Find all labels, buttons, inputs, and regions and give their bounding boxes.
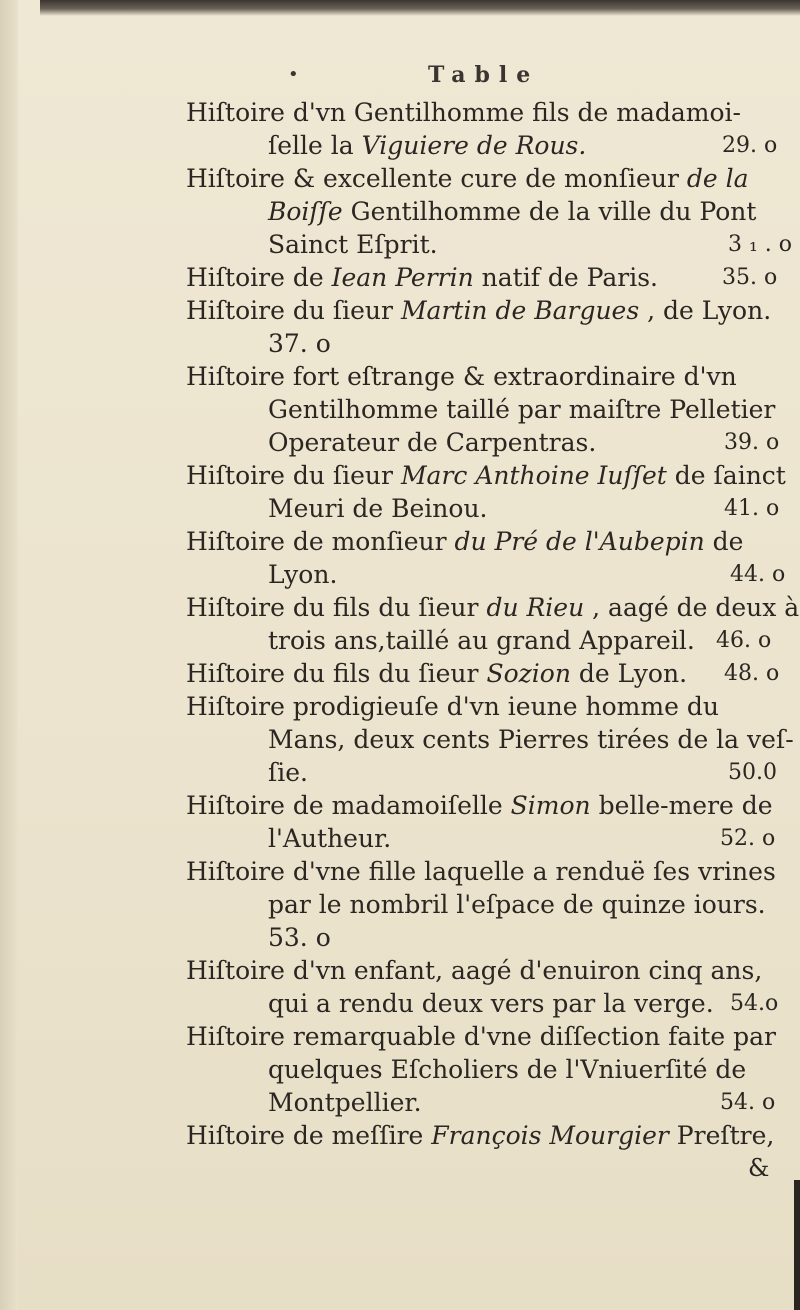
toc-entry-title	[0, 162, 800, 195]
header-bullet: •	[288, 64, 299, 85]
toc-entry	[0, 1119, 800, 1152]
toc-italic-name: du Pré de l'Aubepin	[454, 527, 705, 556]
toc-entry-continuation	[0, 195, 800, 228]
toc-entry	[0, 690, 800, 789]
toc-text: Hiſtoire de madamoiſelle	[186, 791, 511, 820]
toc-page-number: 52. o	[720, 826, 776, 851]
toc-italic-name: Viguiere de Rous.	[361, 131, 587, 160]
toc-text: Hiſtoire de meſſire	[186, 1121, 432, 1150]
toc-entry-continuation	[0, 327, 800, 360]
toc-entry-continuation	[0, 492, 800, 525]
toc-page-number: 3 ₁ . o	[728, 232, 793, 257]
toc-entry-title	[0, 789, 800, 822]
toc-entry-continuation	[0, 1053, 800, 1086]
toc-entry	[0, 657, 800, 690]
toc-entry-title	[0, 855, 800, 888]
toc-entry-continuation	[0, 426, 800, 459]
toc-text: de ſainct	[666, 461, 786, 490]
toc-page-number: 29. o	[722, 133, 778, 158]
toc-text: Hiſtoire d'vn enfant, aagé d'enuiron cinq ans,	[186, 956, 763, 985]
toc-entry-continuation	[0, 558, 800, 591]
toc-text: Gentilhomme taillé par maiſtre Pelletier	[268, 395, 776, 424]
toc-entry-continuation	[0, 1086, 800, 1119]
toc-text: Hiſtoire prodigieuſe d'vn ieune homme du	[186, 692, 719, 721]
toc-entry	[0, 591, 800, 657]
toc-text: Sainct Eſprit.	[268, 230, 438, 259]
toc-text: Hiſtoire du fils du ſieur	[186, 593, 487, 622]
toc-text: Hiſtoire de monſieur	[186, 527, 455, 556]
toc-text: ſie.	[268, 758, 308, 787]
toc-entry	[0, 360, 800, 459]
toc-text: Montpellier.	[268, 1088, 422, 1117]
toc-entry	[0, 162, 800, 261]
toc-italic-name: Marc Anthoine Iuſſet	[400, 461, 667, 490]
toc-text: Hiſtoire remarquable d'vne diſſection faite par	[186, 1022, 776, 1051]
toc-entry	[0, 261, 800, 294]
toc-page-number: 41. o	[724, 496, 780, 521]
toc-entry-continuation	[0, 228, 800, 261]
toc-text: Hiſtoire d'vn Gentilhomme fils de madamoi-	[186, 98, 742, 127]
catchword-row	[0, 1152, 800, 1185]
toc-italic-name: François Mourgier	[431, 1121, 669, 1150]
toc-text: Operateur de Carpentras.	[268, 428, 597, 457]
toc-text: Meuri de Beinou.	[268, 494, 488, 523]
toc-page-number: 35. o	[722, 265, 778, 290]
toc-entry	[0, 525, 800, 591]
toc-text: de Lyon.	[570, 659, 688, 688]
toc-text: Hiſtoire du ſieur	[186, 461, 401, 490]
toc-text: Hiſtoire & excellente cure de monſieur	[186, 164, 687, 193]
toc-entry-title	[0, 657, 800, 690]
toc-entry-continuation	[0, 129, 800, 162]
toc-entry	[0, 294, 800, 360]
toc-entry-continuation	[0, 921, 800, 954]
toc-text: Hiſtoire de	[186, 263, 332, 292]
toc-entry-title	[0, 1020, 800, 1053]
toc-page-number: 44. o	[730, 562, 786, 587]
toc-text: Hiſtoire d'vne fille laquelle a renduë ſes vrines	[186, 857, 776, 886]
toc-entry-title	[0, 261, 800, 294]
table-of-contents	[0, 96, 800, 1185]
toc-entry-continuation	[0, 624, 800, 657]
toc-text: qui a rendu deux vers par la verge.	[268, 989, 714, 1018]
toc-text: Mans, deux cents Pierres tirées de la veſ-	[268, 725, 794, 754]
toc-entry-title	[0, 360, 800, 393]
toc-text: quelques Eſcholiers de l'Vniuerſité de	[268, 1055, 747, 1084]
toc-italic-name: Martin de Bargues	[400, 296, 640, 325]
toc-entry-continuation	[0, 987, 800, 1020]
toc-text: Hiſtoire fort eſtrange & extraordinaire d'vn	[186, 362, 737, 391]
toc-entry	[0, 1020, 800, 1119]
toc-italic-name: Sozion	[486, 659, 571, 688]
toc-entry-title	[0, 954, 800, 987]
toc-page-number: 46. o	[716, 628, 772, 653]
toc-entry-continuation	[0, 393, 800, 426]
toc-text: 37. o	[268, 329, 331, 358]
toc-text: Lyon.	[268, 560, 338, 589]
toc-entry	[0, 96, 800, 162]
toc-entry-title	[0, 591, 800, 624]
toc-text: natif de Paris.	[473, 263, 658, 292]
toc-text: Hiſtoire du ſieur	[186, 296, 401, 325]
toc-italic-name: de la	[686, 164, 749, 193]
toc-italic-name: Iean Perrin	[331, 263, 474, 292]
toc-page-number: 50.0	[728, 760, 777, 785]
toc-text: l'Autheur.	[268, 824, 392, 853]
catchword: &	[748, 1154, 770, 1182]
toc-entry	[0, 789, 800, 855]
toc-entry-title	[0, 459, 800, 492]
page-right-edge	[794, 1180, 800, 1310]
toc-italic-name: Boiſſe	[268, 197, 343, 226]
toc-entry-title	[0, 690, 800, 723]
toc-entry	[0, 954, 800, 1020]
toc-entry-title	[0, 96, 800, 129]
toc-entry-title	[0, 1119, 800, 1152]
toc-text: de	[704, 527, 744, 556]
toc-italic-name: Simon	[510, 791, 591, 820]
toc-text: Preſtre,	[668, 1121, 775, 1150]
toc-page-number: 39. o	[724, 430, 780, 455]
toc-page-number: 48. o	[724, 661, 780, 686]
toc-entry-continuation	[0, 723, 800, 756]
toc-entry-continuation	[0, 888, 800, 921]
toc-text: , aagé de deux à	[584, 593, 800, 622]
toc-entry-continuation	[0, 756, 800, 789]
toc-page-number: 54. o	[720, 1090, 776, 1115]
toc-text: ſelle la	[268, 131, 362, 160]
toc-italic-name: du Rieu	[486, 593, 585, 622]
toc-entry	[0, 855, 800, 954]
toc-entry-title	[0, 294, 800, 327]
page-top-edge	[40, 0, 800, 16]
toc-text: 53. o	[268, 923, 331, 952]
page-title: Table	[428, 62, 540, 88]
toc-text: Gentilhomme de la ville du Pont	[342, 197, 757, 226]
toc-text: trois ans,taillé au grand Appareil.	[268, 626, 695, 655]
toc-text: Hiſtoire du fils du ſieur	[186, 659, 487, 688]
running-header	[0, 56, 800, 96]
toc-page-number: 54.o	[730, 991, 779, 1016]
toc-text: par le nombril l'eſpace de quinze iours.	[268, 890, 766, 919]
toc-entry-title	[0, 525, 800, 558]
toc-entry-continuation	[0, 822, 800, 855]
toc-text: belle-mere de	[590, 791, 773, 820]
toc-entry	[0, 459, 800, 525]
toc-text: , de Lyon.	[639, 296, 772, 325]
